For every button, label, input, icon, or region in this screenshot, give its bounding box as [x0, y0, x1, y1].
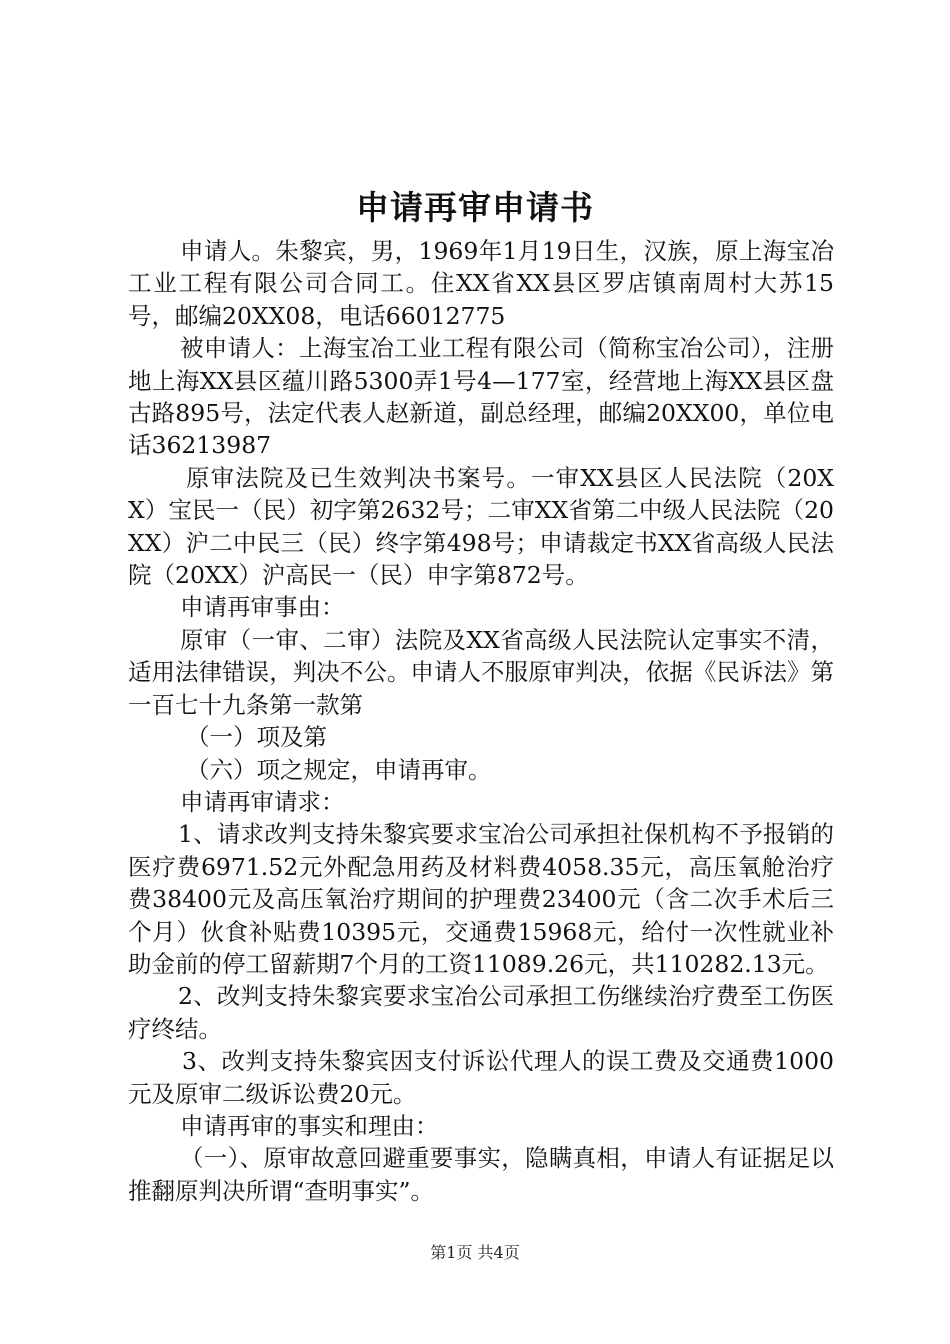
document-body	[128, 235, 834, 1207]
request-item-1: 1、请求改判支持朱黎宾要求宝冶公司承担社保机构不予报销的医疗费6971.52元外配急用药及材料费4058.35元，高压氧舱治疗费38400元及高压氧治疗期间的护理费23400元（含二次手术后三个月）伙食补贴费10395元，交通费15968元，给付一次性就业补助金前的停工留薪期7个月的工资11089.26元，共110282.13元。	[128, 820, 834, 978]
page-footer: 第1页 共4页	[430, 1243, 520, 1262]
heading-retrial-requests: 申请再审请求：	[180, 787, 345, 816]
paragraph-item-six: （六）项之规定，申请再审。	[186, 755, 492, 784]
paragraph-fact-one: （一）、原审故意回避重要事实，隐瞒真相，申请人有证据足以推翻原判决所谓“查明事实”。	[128, 1144, 834, 1205]
paragraph-original-court: 原审法院及已生效判决书案号。一审XX县区人民法院（20XX）宝民一（民）初字第2632号；二审XX省第二中级人民法院（20XX）沪二中民三（民）终字第498号；申请裁定书XX省高级人民法院（20XX）沪高民一（民）申字第872号。	[128, 463, 834, 590]
heading-facts-reasons: 申请再审的事实和理由：	[180, 1111, 439, 1140]
paragraph-applicant: 申请人。朱黎宾，男，1969年1月19日生，汉族，原上海宝冶工业工程有限公司合同工。住XX省XX县区罗店镇南周村大苏15号，邮编20XX08，电话66012775	[128, 237, 834, 330]
request-item-2: 2、改判支持朱黎宾要求宝冶公司承担工伤继续治疗费至工伤医疗终结。	[128, 982, 834, 1043]
paragraph-retrial-grounds: 原审（一审、二审）法院及XX省高级人民法院认定事实不清，适用法律错误，判决不公。申请人不服原审判决，依据《民诉法》第一百七十九条第一款第	[128, 625, 834, 719]
heading-retrial-grounds: 申请再审事由：	[180, 593, 345, 622]
document-title: 申请再审申请书	[356, 188, 594, 227]
paragraph-item-one: （一）项及第	[186, 723, 327, 752]
paragraph-respondent: 被申请人：上海宝冶工业工程有限公司（简称宝冶公司），注册地上海XX县区蕴川路5300弄1号4—177室，经营地上海XX县区盘古路895号，法定代表人赵新道，副总经理，邮编20XX00，单位电话36213987	[128, 334, 834, 460]
request-item-3: 3、改判支持朱黎宾因支付诉讼代理人的误工费及交通费1000元及原审二级诉讼费20元。	[128, 1047, 834, 1108]
